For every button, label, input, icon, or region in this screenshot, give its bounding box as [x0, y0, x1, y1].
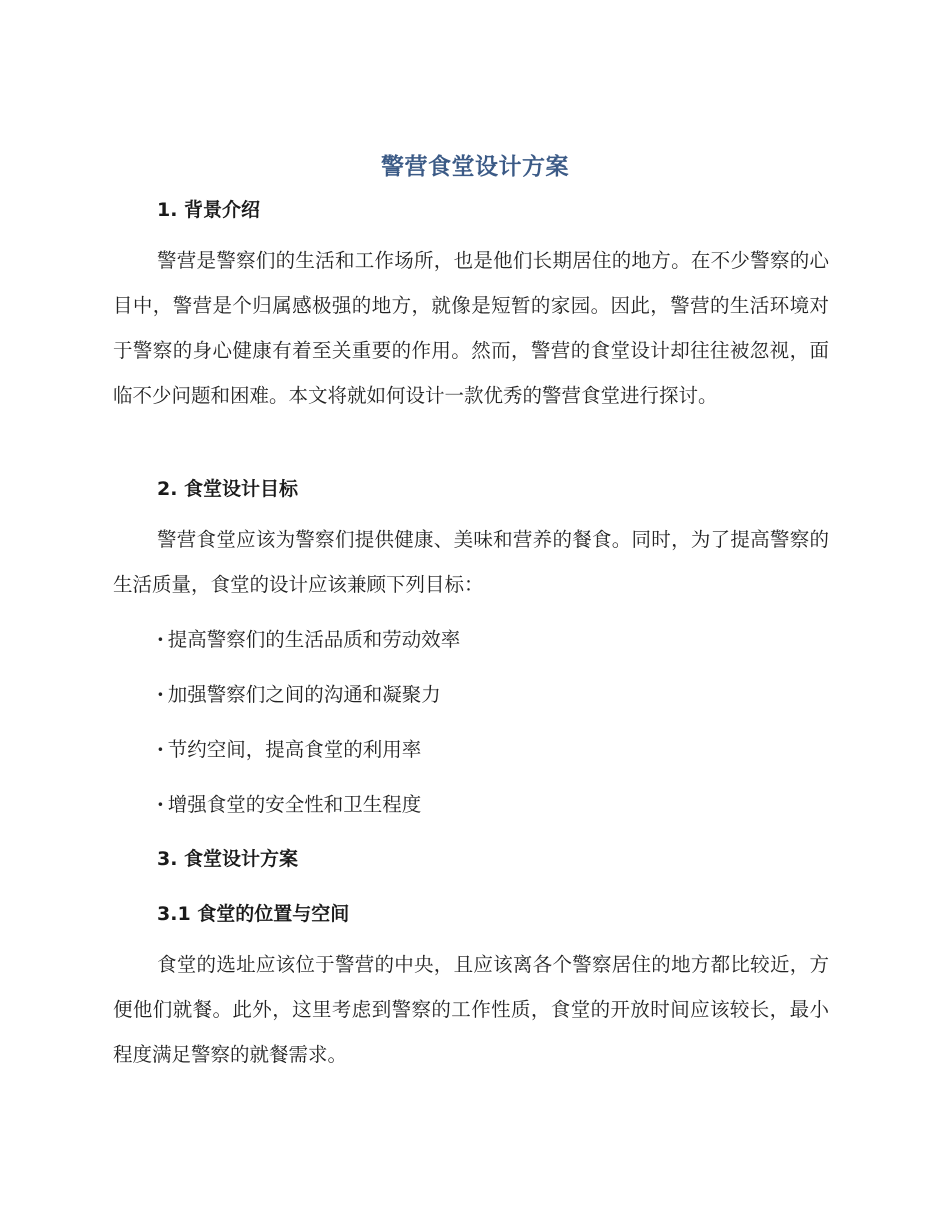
section-heading-background: 1. 背景介绍 — [157, 199, 261, 221]
document-title: 警营食堂设计方案 — [381, 154, 569, 180]
list-item — [157, 734, 421, 762]
list-item-text: 节约空间，提高食堂的利用率 — [167, 738, 422, 761]
list-item-text: 增强食堂的安全性和卫生程度 — [167, 793, 422, 816]
list-item — [157, 624, 460, 652]
list-item — [157, 789, 421, 817]
section-paragraph-goals: 警营食堂应该为警察们提供健康、美味和营养的餐食。同时，为了提高警察的生活质量，食堂的设计应该兼顾下列目标： — [113, 528, 829, 596]
section-heading-location: 3.1 食堂的位置与空间 — [157, 903, 350, 925]
section-paragraph-location: 食堂的选址应该位于警营的中央，且应该离各个警察居住的地方都比较近，方便他们就餐。此外，这里考虑到警察的工作性质，食堂的开放时间应该较长，最小程度满足警察的就餐需求。 — [113, 953, 829, 1066]
bullet-marker: · — [157, 628, 164, 651]
bullet-marker: · — [157, 738, 164, 761]
list-item-text: 加强警察们之间的沟通和凝聚力 — [167, 683, 441, 706]
list-item-text: 提高警察们的生活品质和劳动效率 — [167, 628, 461, 651]
section-paragraph-background: 警营是警察们的生活和工作场所，也是他们长期居住的地方。在不少警察的心目中，警营是个归属感极强的地方，就像是短暂的家园。因此，警营的生活环境对于警察的身心健康有着至关重要的作用。然而，警营的食堂设计却往往被忽视，面临不少问题和困难。本文将就如何设计一款优秀的警营食堂进行探讨。 — [113, 249, 829, 407]
list-item — [157, 679, 441, 707]
bullet-marker: · — [157, 683, 164, 706]
bullet-marker: · — [157, 793, 164, 816]
section-heading-goals: 2. 食堂设计目标 — [157, 478, 299, 500]
section-heading-plan: 3. 食堂设计方案 — [157, 848, 299, 870]
